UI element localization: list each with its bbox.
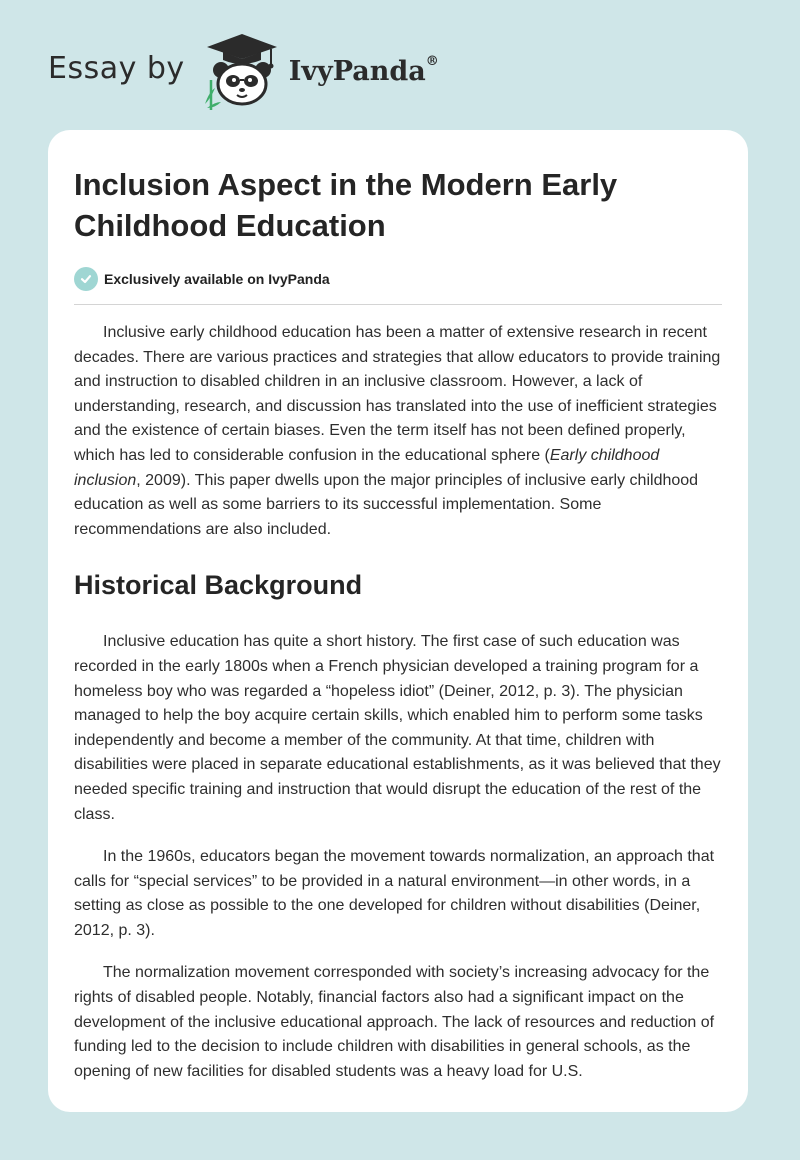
intro-text-start: Inclusive early childhood education has been a matter of extensive research in recent decades. There are various practices and strategies that allow educators to provide training and instruction to disabled children in an inclusive classroom. However, a lack of understanding, research, and discussion has translated into the use of inefficient strategies and the existence of certain biases. Even the term itself has not been defined properly, which has led to considerable confusion in the educational sphere (	[74, 324, 721, 464]
essay-by-label: Essay by	[48, 50, 185, 86]
exclusive-label: Exclusively available on IvyPanda	[104, 271, 330, 287]
body-paragraph: The normalization movement corresponded with society’s increasing advocacy for the rights of disabled people. Notably, financial factors also had a significant impact on the development of the inclusive educational approach. The lack of resources and reduction of funding led to the decision to include children with disabilities in general schools, as the opening of new facilities for disabled students was a heavy load for U.S.	[74, 964, 715, 1080]
intro-paragraph	[74, 321, 724, 542]
exclusive-badge-row	[74, 266, 724, 292]
panda-graduate-icon[interactable]	[199, 30, 285, 110]
brand-name-text: IvyPanda	[288, 55, 426, 87]
intro-citation-title: Early childhood inclusion	[74, 446, 660, 489]
site-header	[48, 30, 439, 110]
registered-mark: ®	[425, 53, 439, 69]
title-divider	[74, 304, 722, 305]
essay-title: Inclusion Aspect in the Modern Early Childhood Education	[74, 167, 618, 243]
essay-content	[74, 164, 724, 1084]
body-paragraph: In the 1960s, educators began the movement towards normalization, an approach that calls for “special services” to be provided in a natural environment—in other words, in a setting as close as possible to the one developed for children without disabilities (Deiner, 2012, p. 3).	[74, 848, 715, 939]
essay-card	[48, 130, 748, 1112]
section-heading: Historical Background	[74, 570, 363, 601]
brand-name[interactable]	[288, 53, 439, 87]
body-paragraph: Inclusive education has quite a short history. The first case of such education was recorded in the early 1800s when a French physician developed a training program for a homeless boy who was regarded a “hopeless idiot” (Deiner, 2012, p. 3). The physician managed to help the boy acquire certain skills, which enabled him to perform some tasks independently and become a member of the community. At that time, children with disabilities were placed in separate educational establishments, as it was believed that they needed specific training and instruction that would disrupt the education of the rest of the class.	[74, 633, 721, 823]
checkmark-icon	[74, 267, 98, 291]
intro-text-end: , 2009). This paper dwells upon the major principles of inclusive early childhood education as well as some barriers to its successful implementation. Some recommendations are also included.	[74, 471, 699, 538]
